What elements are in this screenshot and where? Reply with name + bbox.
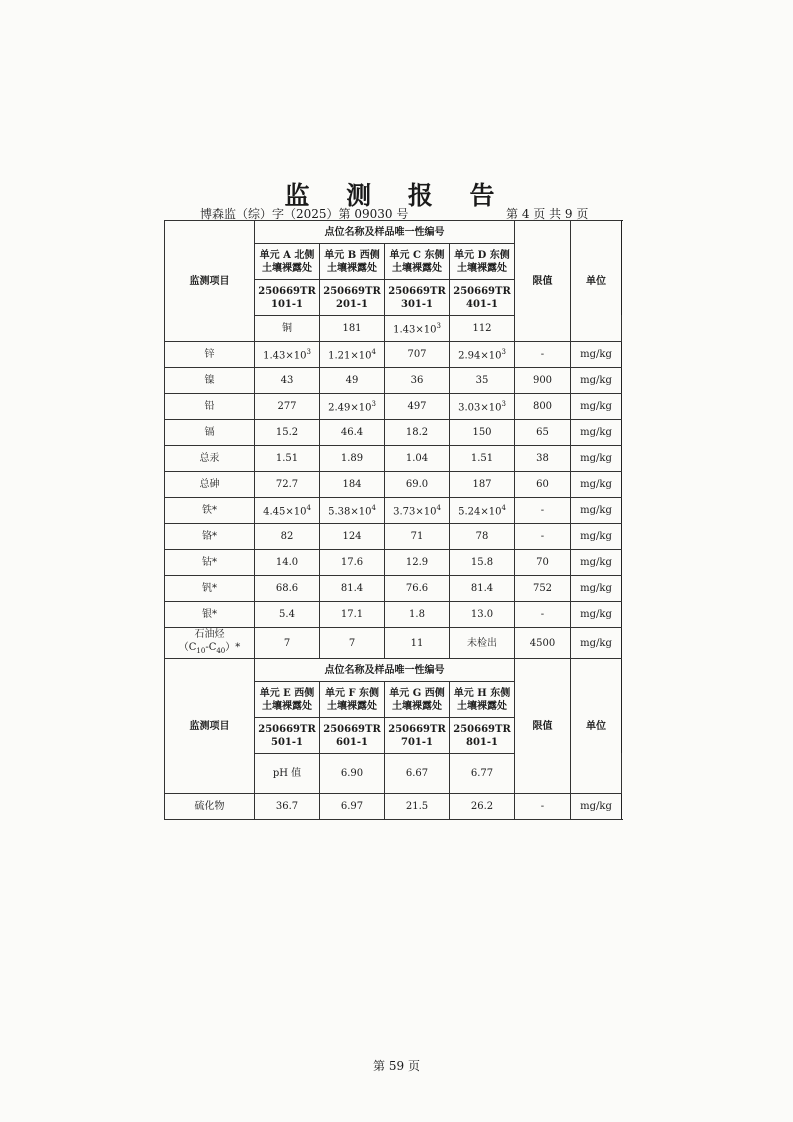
item-text: -C bbox=[205, 642, 217, 653]
value-text: 15.2 bbox=[275, 427, 299, 438]
value-cell bbox=[450, 524, 515, 550]
value-mantissa: 1.43×10 bbox=[393, 324, 437, 336]
value-text: 81.4 bbox=[470, 583, 494, 594]
value-mantissa: 1.43×10 bbox=[263, 350, 307, 362]
item-cell: 硫化物 bbox=[165, 794, 255, 820]
unit-header: 单位 bbox=[571, 659, 622, 794]
value-mantissa: 3.03×10 bbox=[458, 402, 502, 414]
value-cell bbox=[385, 446, 450, 472]
value-text: 6.77 bbox=[470, 768, 494, 779]
value-text: 181 bbox=[342, 323, 362, 334]
point-name-cell bbox=[450, 244, 515, 280]
value-cell bbox=[450, 576, 515, 602]
value-cell bbox=[320, 794, 385, 820]
value-cell bbox=[450, 420, 515, 446]
point-name-cell bbox=[320, 682, 385, 718]
page-info: 第 4 页 共 9 页 bbox=[506, 207, 589, 221]
value-cell bbox=[385, 754, 450, 794]
table-row bbox=[165, 394, 622, 420]
value-cell bbox=[320, 342, 385, 368]
value-exponent: 3 bbox=[306, 348, 311, 357]
point-name-line2: 土壤裸露处 bbox=[392, 262, 442, 274]
unit-cell: mg/kg bbox=[571, 420, 622, 446]
table-row bbox=[165, 498, 622, 524]
value-cell bbox=[385, 602, 450, 628]
value-cell bbox=[385, 368, 450, 394]
unit-cell: mg/kg bbox=[571, 498, 622, 524]
item-cell: 锌 bbox=[165, 342, 255, 368]
value-cell bbox=[255, 576, 320, 602]
point-name-line2: 土壤裸露处 bbox=[457, 700, 507, 712]
item-cell: 镍 bbox=[165, 368, 255, 394]
value-cell bbox=[320, 524, 385, 550]
sample-code-line2: 101-1 bbox=[271, 298, 303, 310]
header-row bbox=[165, 659, 622, 682]
value-text: 76.6 bbox=[405, 583, 429, 594]
value-text: 1.8 bbox=[409, 609, 425, 620]
value-cell bbox=[255, 342, 320, 368]
item-cell: 总砷 bbox=[165, 472, 255, 498]
sample-code-cell bbox=[385, 718, 450, 754]
value-mantissa: 1.21×10 bbox=[328, 350, 372, 362]
value-text: 82 bbox=[280, 531, 294, 542]
value-text: 17.1 bbox=[340, 609, 364, 620]
unit-cell: mg/kg bbox=[571, 576, 622, 602]
item-cell: 铅 bbox=[165, 394, 255, 420]
value-text: 1.51 bbox=[275, 453, 299, 464]
item-cell: 铁* bbox=[165, 498, 255, 524]
item-cell: 总汞 bbox=[165, 446, 255, 472]
table-row bbox=[165, 420, 622, 446]
value-cell bbox=[450, 472, 515, 498]
sample-code-line2: 201-1 bbox=[336, 298, 368, 310]
unit-cell: mg/kg bbox=[571, 550, 622, 576]
sample-code-line1: 250669TR bbox=[453, 723, 511, 735]
value-cell bbox=[450, 754, 515, 794]
value-text: 68.6 bbox=[275, 583, 299, 594]
value-cell bbox=[450, 794, 515, 820]
item-cell: 钒* bbox=[165, 576, 255, 602]
value-text: 49 bbox=[345, 375, 359, 386]
value-cell bbox=[320, 550, 385, 576]
point-name-line1: 单元 E 西侧 bbox=[259, 687, 315, 699]
value-cell bbox=[385, 498, 450, 524]
value-cell bbox=[385, 550, 450, 576]
value-exponent: 3 bbox=[501, 400, 506, 409]
item-text: （C bbox=[178, 642, 197, 653]
sample-code-line1: 250669TR bbox=[258, 723, 316, 735]
item-subscript: 40 bbox=[216, 647, 226, 655]
point-name-cell bbox=[255, 682, 320, 718]
value-text: 17.6 bbox=[340, 557, 364, 568]
sample-code-cell bbox=[255, 718, 320, 754]
sample-code-line2: 701-1 bbox=[401, 736, 433, 748]
value-text: 18.2 bbox=[405, 427, 429, 438]
value-text: 12.9 bbox=[405, 557, 429, 568]
value-text: 6.97 bbox=[340, 801, 364, 812]
value-cell bbox=[255, 524, 320, 550]
group-header: 点位名称及样品唯一性编号 bbox=[255, 221, 515, 244]
group-header: 点位名称及样品唯一性编号 bbox=[255, 659, 515, 682]
point-name-line1: 单元 B 西侧 bbox=[324, 249, 380, 261]
value-text: 72.7 bbox=[275, 479, 299, 490]
unit-cell: mg/kg bbox=[571, 446, 622, 472]
sample-code-cell bbox=[450, 718, 515, 754]
item-text: ）* bbox=[225, 642, 241, 653]
limit-cell: - bbox=[515, 498, 571, 524]
limit-cell: - bbox=[515, 342, 571, 368]
value-cell bbox=[320, 602, 385, 628]
point-name-line1: 单元 G 西侧 bbox=[389, 687, 445, 699]
item-cell: 铜 bbox=[255, 316, 320, 342]
point-name-line1: 单元 C 东侧 bbox=[389, 249, 445, 261]
value-text: 71 bbox=[410, 531, 424, 542]
value-cell: 7 bbox=[255, 628, 320, 659]
unit-cell: mg/kg bbox=[571, 472, 622, 498]
limit-cell: - bbox=[515, 602, 571, 628]
value-text: 36 bbox=[410, 375, 424, 386]
value-cell bbox=[255, 498, 320, 524]
unit-cell: mg/kg bbox=[571, 342, 622, 368]
value-mantissa: 2.94×10 bbox=[458, 350, 502, 362]
value-cell bbox=[320, 576, 385, 602]
unit-header: 单位 bbox=[571, 221, 622, 342]
sample-code-cell bbox=[450, 280, 515, 316]
limit-cell: - bbox=[515, 794, 571, 820]
monitoring-results-table bbox=[164, 220, 622, 820]
point-name-line1: 单元 H 东侧 bbox=[453, 687, 511, 699]
sample-code-line2: 501-1 bbox=[271, 736, 303, 748]
value-cell bbox=[450, 394, 515, 420]
limit-cell: 70 bbox=[515, 550, 571, 576]
value-cell bbox=[320, 316, 385, 342]
table-row bbox=[165, 446, 622, 472]
limit-cell: 752 bbox=[515, 576, 571, 602]
point-name-line2: 土壤裸露处 bbox=[327, 262, 377, 274]
value-text: 35 bbox=[475, 375, 489, 386]
sample-code-line2: 301-1 bbox=[401, 298, 433, 310]
report-title: 监 测 报 告 bbox=[284, 181, 509, 210]
page-footer: 第 59 页 bbox=[373, 1059, 420, 1073]
value-text: 43 bbox=[280, 375, 294, 386]
value-cell bbox=[385, 794, 450, 820]
item-cell: pH 值 bbox=[255, 754, 320, 794]
value-exponent: 4 bbox=[436, 504, 441, 513]
limit-cell: 65 bbox=[515, 420, 571, 446]
value-cell bbox=[385, 472, 450, 498]
limit-cell: 38 bbox=[515, 446, 571, 472]
table-row bbox=[165, 794, 622, 820]
item-cell: 钴* bbox=[165, 550, 255, 576]
point-name-line2: 土壤裸露处 bbox=[457, 262, 507, 274]
value-cell bbox=[320, 498, 385, 524]
point-name-line2: 土壤裸露处 bbox=[262, 262, 312, 274]
value-text: 14.0 bbox=[275, 557, 299, 568]
unit-cell: mg/kg bbox=[571, 628, 622, 659]
value-exponent: 3 bbox=[436, 322, 441, 331]
value-cell bbox=[320, 368, 385, 394]
value-exponent: 3 bbox=[501, 348, 506, 357]
value-text: 81.4 bbox=[340, 583, 364, 594]
value-cell bbox=[450, 342, 515, 368]
sample-code-line1: 250669TR bbox=[258, 285, 316, 297]
value-cell bbox=[255, 794, 320, 820]
value-text: 1.89 bbox=[340, 453, 364, 464]
value-text: 1.51 bbox=[470, 453, 494, 464]
point-name-line1: 单元 D 东侧 bbox=[454, 249, 510, 261]
value-cell bbox=[320, 472, 385, 498]
unit-cell: mg/kg bbox=[571, 602, 622, 628]
value-exponent: 3 bbox=[371, 400, 376, 409]
value-cell bbox=[255, 550, 320, 576]
sample-code-cell bbox=[320, 718, 385, 754]
value-cell bbox=[320, 394, 385, 420]
value-cell bbox=[320, 420, 385, 446]
value-text: 124 bbox=[342, 531, 362, 542]
value-text: 707 bbox=[407, 349, 427, 360]
point-name-line1: 单元 A 北侧 bbox=[259, 249, 315, 261]
limit-header: 限值 bbox=[515, 659, 571, 794]
value-cell bbox=[320, 754, 385, 794]
value-exponent: 4 bbox=[371, 348, 376, 357]
value-mantissa: 2.49×10 bbox=[328, 402, 372, 414]
limit-cell: - bbox=[515, 524, 571, 550]
value-cell bbox=[450, 316, 515, 342]
value-text: 187 bbox=[472, 479, 492, 490]
value-text: 13.0 bbox=[470, 609, 494, 620]
value-text: 277 bbox=[277, 401, 297, 412]
limit-cell: 800 bbox=[515, 394, 571, 420]
value-cell bbox=[385, 420, 450, 446]
point-name-line2: 土壤裸露处 bbox=[392, 700, 442, 712]
value-mantissa: 4.45×10 bbox=[263, 506, 307, 518]
unit-cell: mg/kg bbox=[571, 394, 622, 420]
value-exponent: 4 bbox=[371, 504, 376, 513]
unit-cell: mg/kg bbox=[571, 524, 622, 550]
value-cell bbox=[255, 394, 320, 420]
value-cell bbox=[450, 602, 515, 628]
point-name-line2: 土壤裸露处 bbox=[327, 700, 377, 712]
unit-cell: mg/kg bbox=[571, 794, 622, 820]
limit-cell: 60 bbox=[515, 472, 571, 498]
value-cell: 11 bbox=[385, 628, 450, 659]
sample-code-line2: 401-1 bbox=[466, 298, 498, 310]
unit-cell: mg/kg bbox=[571, 368, 622, 394]
value-text: 6.90 bbox=[340, 768, 364, 779]
value-cell bbox=[255, 420, 320, 446]
value-mantissa: 5.24×10 bbox=[458, 506, 502, 518]
value-cell bbox=[255, 368, 320, 394]
sample-code-line1: 250669TR bbox=[388, 285, 446, 297]
value-cell bbox=[385, 342, 450, 368]
value-text: 497 bbox=[407, 401, 427, 412]
value-cell bbox=[450, 368, 515, 394]
value-cell bbox=[255, 446, 320, 472]
value-text: 184 bbox=[342, 479, 362, 490]
value-cell bbox=[450, 498, 515, 524]
limit-header: 限值 bbox=[515, 221, 571, 342]
value-mantissa: 5.38×10 bbox=[328, 506, 372, 518]
table-row bbox=[165, 342, 622, 368]
value-cell bbox=[450, 446, 515, 472]
item-cell bbox=[165, 628, 255, 659]
sample-code-line2: 601-1 bbox=[336, 736, 368, 748]
value-cell: 7 bbox=[320, 628, 385, 659]
value-cell: 未检出 bbox=[450, 628, 515, 659]
table-row bbox=[165, 550, 622, 576]
limit-cell: 900 bbox=[515, 368, 571, 394]
table-row bbox=[165, 472, 622, 498]
value-cell bbox=[255, 472, 320, 498]
value-text: 36.7 bbox=[275, 801, 299, 812]
value-mantissa: 3.73×10 bbox=[393, 506, 437, 518]
item-header: 监测项目 bbox=[165, 659, 255, 794]
value-text: 78 bbox=[475, 531, 489, 542]
value-text: 15.8 bbox=[470, 557, 494, 568]
sample-code-cell bbox=[385, 280, 450, 316]
value-text: 150 bbox=[472, 427, 492, 438]
table-row bbox=[165, 576, 622, 602]
value-exponent: 4 bbox=[501, 504, 506, 513]
table-row bbox=[165, 628, 622, 659]
item-line1: 石油烃 bbox=[194, 629, 225, 640]
sample-code-line2: 801-1 bbox=[466, 736, 498, 748]
value-cell bbox=[385, 524, 450, 550]
header-row bbox=[165, 221, 622, 244]
table-row bbox=[165, 602, 622, 628]
sample-code-cell bbox=[255, 280, 320, 316]
value-text: 5.4 bbox=[279, 609, 295, 620]
item-cell: 银* bbox=[165, 602, 255, 628]
limit-cell: 4500 bbox=[515, 628, 571, 659]
item-cell: 镉 bbox=[165, 420, 255, 446]
value-cell bbox=[385, 316, 450, 342]
value-text: 26.2 bbox=[470, 801, 494, 812]
point-name-cell bbox=[255, 244, 320, 280]
value-cell bbox=[385, 394, 450, 420]
item-subscript: 10 bbox=[196, 647, 206, 655]
value-cell bbox=[255, 602, 320, 628]
table-row bbox=[165, 368, 622, 394]
value-text: 21.5 bbox=[405, 801, 429, 812]
item-header: 监测项目 bbox=[165, 221, 255, 342]
table-body bbox=[165, 221, 622, 820]
item-line2 bbox=[167, 641, 252, 658]
value-cell bbox=[320, 446, 385, 472]
table-row bbox=[165, 524, 622, 550]
sample-code-line1: 250669TR bbox=[323, 285, 381, 297]
value-text: 1.04 bbox=[405, 453, 429, 464]
point-name-line2: 土壤裸露处 bbox=[262, 700, 312, 712]
value-exponent: 4 bbox=[306, 504, 311, 513]
point-name-cell bbox=[320, 244, 385, 280]
point-name-cell bbox=[385, 682, 450, 718]
point-name-line1: 单元 F 东侧 bbox=[324, 687, 380, 699]
value-cell bbox=[450, 550, 515, 576]
value-text: 46.4 bbox=[340, 427, 364, 438]
point-name-cell bbox=[450, 682, 515, 718]
sample-code-cell bbox=[320, 280, 385, 316]
value-text: 69.0 bbox=[405, 479, 429, 490]
sample-code-line1: 250669TR bbox=[388, 723, 446, 735]
sample-code-line1: 250669TR bbox=[453, 285, 511, 297]
point-name-cell bbox=[385, 244, 450, 280]
value-cell bbox=[385, 576, 450, 602]
document-number: 博森监（综）字（2025）第 09030 号 bbox=[200, 207, 409, 221]
value-text: 112 bbox=[472, 323, 492, 334]
sample-code-line1: 250669TR bbox=[323, 723, 381, 735]
item-cell: 铬* bbox=[165, 524, 255, 550]
value-text: 6.67 bbox=[405, 768, 429, 779]
